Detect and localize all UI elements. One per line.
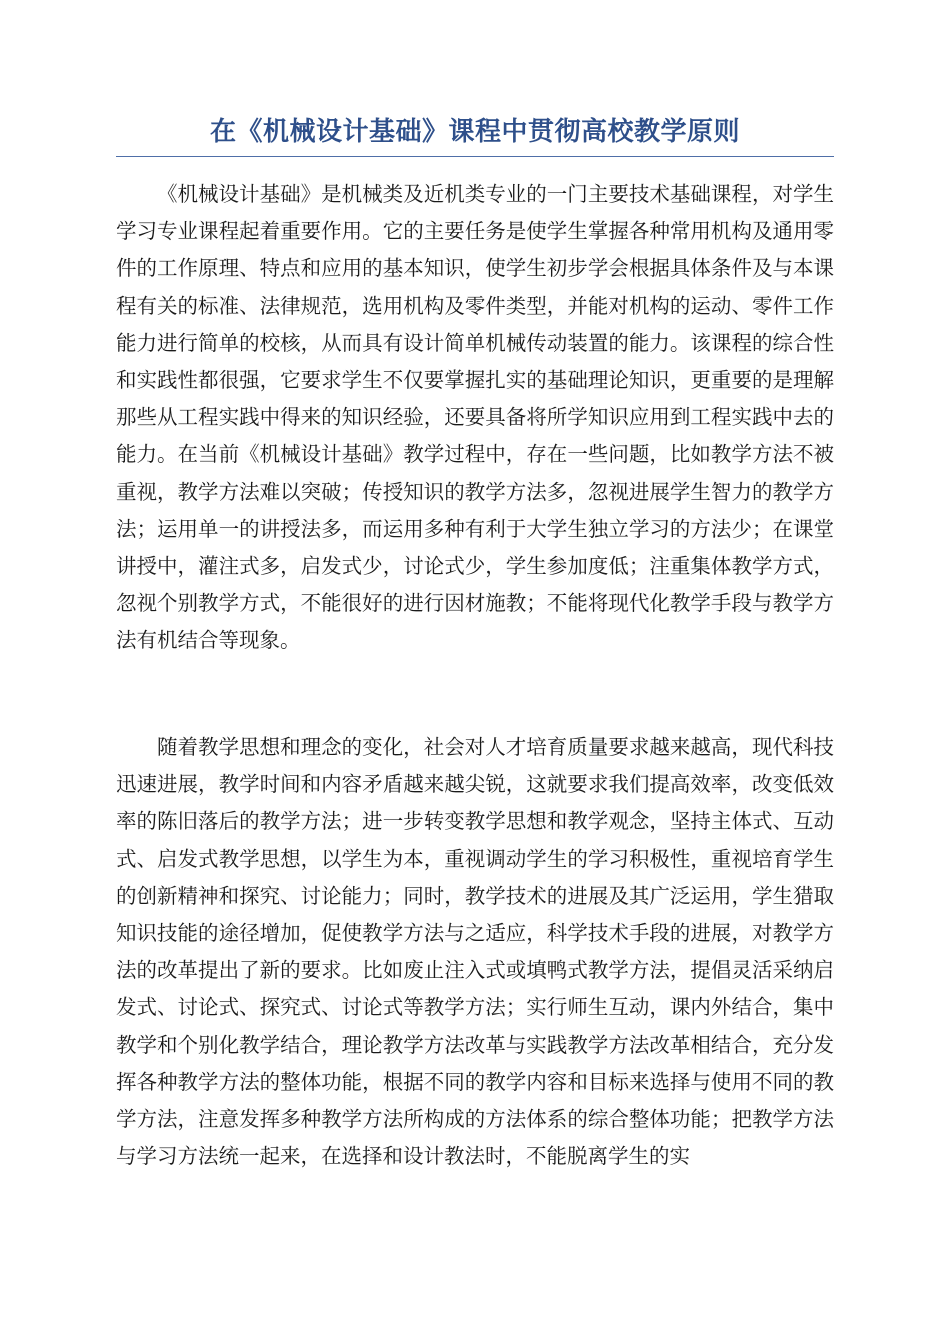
- body-paragraph-1: 《机械设计基础》是机械类及近机类专业的一门主要技术基础课程，对学生学习专业课程起着重要作用。它的主要任务是使学生掌握各种常用机构及通用零件的工作原理、特点和应用的基本知识，使学生初步学会根据具体条件及与本课程有关的标准、法律规范，选用机构及零件类型，并能对机构的运动、零件工作能力进行简单的校核，从而具有设计简单机械传动装置的能力。该课程的综合性和实践性都很强，它要求学生不仅要掌握扎实的基础理论知识，更重要的是理解那些从工程实践中得来的知识经验，还要具备将所学知识应用到工程实践中去的能力。在当前《机械设计基础》教学过程中，存在一些问题，比如教学方法不被重视，教学方法难以突破；传授知识的教学方法多，忽视进展学生智力的教学方法；运用单一的讲授法多，而运用多种有利于大学生独立学习的方法少；在课堂讲授中，灌注式多，启发式少，讨论式少，学生参加度低；注重集体教学方式，忽视个别教学方式，不能很好的进行因材施教；不能将现代化教学手段与教学方法有机结合等现象。: [116, 182, 834, 653]
- document-title: 在《机械设计基础》课程中贯彻高校教学原则: [209, 117, 740, 147]
- body-paragraph-2: 随着教学思想和理念的变化，社会对人才培育质量要求越来越高，现代科技迅速进展，教学时间和内容矛盾越来越尖锐，这就要求我们提高效率，改变低效率的陈旧落后的教学方法；进一步转变教学思想和教学观念，坚持主体式、互动式、启发式教学思想，以学生为本，重视调动学生的学习积极性，重视培育学生的创新精神和探究、讨论能力；同时，教学技术的进展及其广泛运用，学生猎取知识技能的途径增加，促使教学方法与之适应，科学技术手段的进展，对教学方法的改革提出了新的要求。比如废止注入式或填鸭式教学方法，提倡灵活采纳启发式、讨论式、探究式、讨论式等教学方法；实行师生互动，课内外结合，集中教学和个别化教学结合，理论教学方法改革与实践教学方法改革相结合，充分发挥各种教学方法的整体功能，根据不同的教学内容和目标来选择与使用不同的教学方法，注意发挥多种教学方法所构成的方法体系的综合整体功能；把教学方法与学习方法统一起来，在选择和设计教法时，不能脱离学生的实: [116, 735, 834, 1169]
- title-underline: [116, 156, 834, 157]
